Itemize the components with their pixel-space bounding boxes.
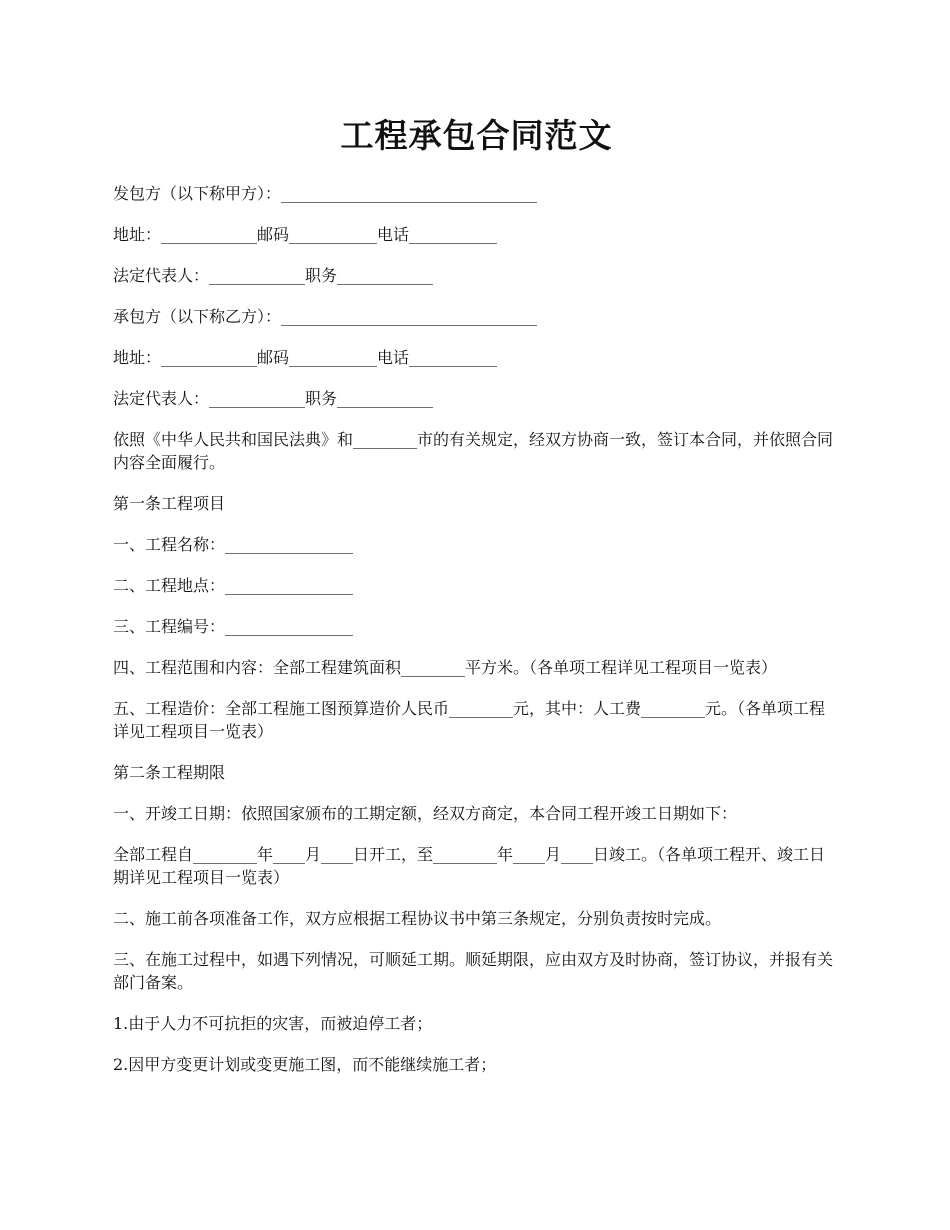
project-name-line: 一、工程名称：________________ xyxy=(113,535,354,554)
document-title: 工程承包合同范文 xyxy=(340,116,613,155)
project-location-line: 二、工程地点：________________ xyxy=(113,576,354,595)
party-a-line: 发包方（以下称甲方）：________________________________ xyxy=(113,184,538,203)
party-b-address-line: 地址：____________邮码___________电话___________ xyxy=(113,348,498,367)
project-number-line: 三、工程编号：________________ xyxy=(113,617,354,636)
extension-item-2: 2.因甲方变更计划或变更施工图，而不能继续施工者； xyxy=(113,1055,497,1074)
project-scope-paragraph: 四、工程范围和内容：全部工程建筑面积________平方米。（各单项工程详见工程项目一览表） xyxy=(113,658,778,677)
party-a-representative-line: 法定代表人：____________职务____________ xyxy=(113,266,434,285)
preamble-paragraph: 依照《中华人民共和国民法典》和________市的有关规定，经双方协商一致，签订本合同，并依照合同内容全面履行。 xyxy=(113,430,834,472)
extension-item-1: 1.由于人力不可抗拒的灾害，而被迫停工者； xyxy=(113,1014,433,1033)
party-b-line: 承包方（以下称乙方）：________________________________ xyxy=(113,307,538,326)
project-cost-paragraph: 五、工程造价：全部工程施工图预算造价人民币________元，其中：人工费________元。（各单项工程详见工程项目一览表） xyxy=(113,699,826,741)
party-a-address-line: 地址：____________邮码___________电话___________ xyxy=(113,225,498,244)
schedule-dates-paragraph: 全部工程自________年____月____日开工，至________年____月____日竣工。（各单项工程开、竣工日期详见工程项目一览表） xyxy=(113,845,826,887)
article-2-heading: 第二条工程期限 xyxy=(113,763,226,782)
article-1-heading: 第一条工程项目 xyxy=(113,494,226,513)
schedule-paragraph: 一、开竣工日期：依照国家颁布的工期定额，经双方商定，本合同工程开竣工日期如下： xyxy=(113,804,738,823)
preparation-paragraph: 二、施工前各项准备工作，双方应根据工程协议书中第三条规定，分别负责按时完成。 xyxy=(113,909,722,928)
party-b-representative-line: 法定代表人：____________职务____________ xyxy=(113,389,434,408)
extension-paragraph: 三、在施工过程中，如遇下列情况，可顺延工期。顺延期限，应由双方及时协商，签订协议，并报有关部门备案。 xyxy=(113,950,834,992)
